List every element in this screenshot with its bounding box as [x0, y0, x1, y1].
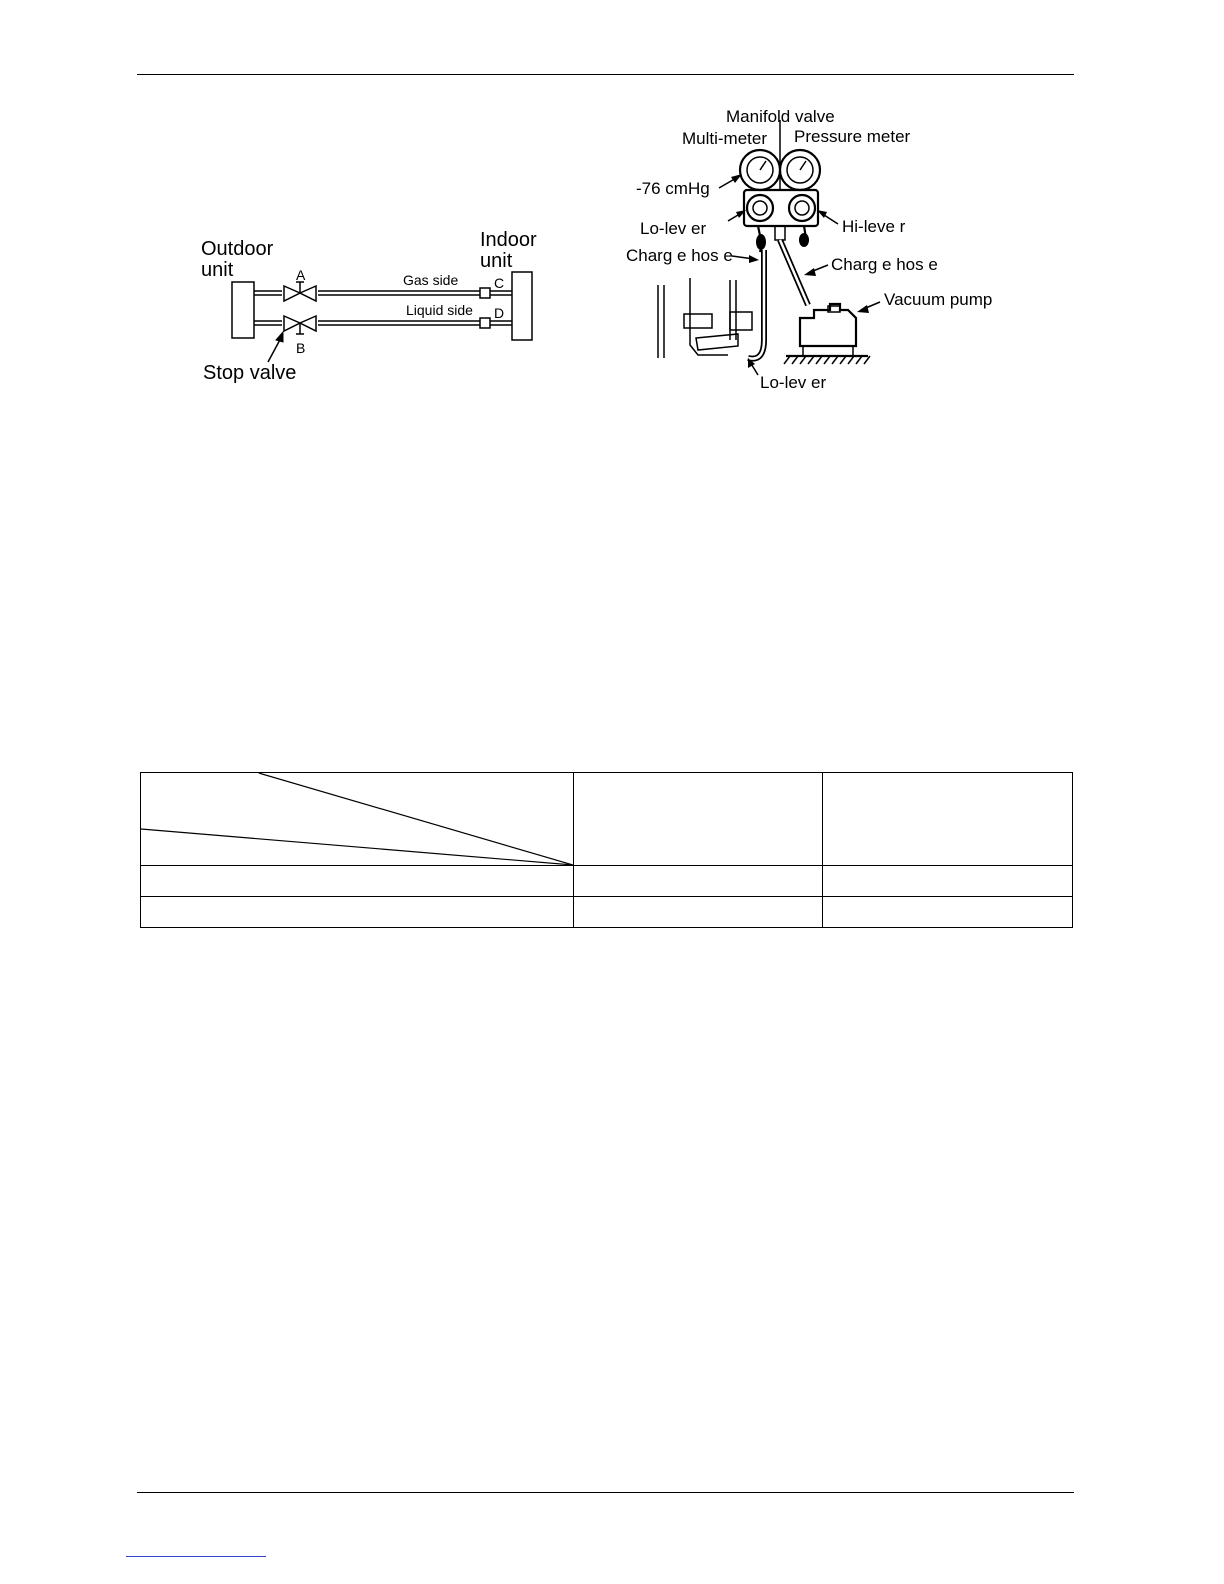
spec-table-wrapper: [140, 772, 1072, 928]
lo-lever-label: Lo-lev er: [640, 219, 707, 238]
hi-lever-label: Hi-leve r: [842, 217, 906, 236]
liquid-pipe: [254, 321, 512, 325]
table-header-cell: [574, 773, 823, 866]
vacuum-pump-icon: [784, 304, 870, 364]
pressure-meter-label: Pressure meter: [794, 127, 911, 146]
footer-link-underline[interactable]: [126, 1556, 266, 1557]
table-header-diagonal-cell: [141, 773, 574, 866]
table-row: [141, 866, 1073, 897]
lo-lever-bottom-label: Lo-lev er: [760, 373, 827, 392]
table-header-cell: [823, 773, 1073, 866]
port-c-label: C: [494, 275, 505, 291]
gas-side-label: Gas side: [403, 272, 459, 288]
indoor-unit-label: Indoor: [480, 229, 537, 251]
hi-lever-handle-icon: [799, 226, 809, 247]
table-cell: [823, 897, 1073, 928]
outdoor-unit-box: [232, 282, 254, 338]
piping-diagram: [190, 222, 550, 392]
diagonal-split-lines: [141, 773, 573, 865]
lo-lever-handle-icon: [756, 226, 766, 252]
table-cell: [141, 897, 574, 928]
charge-hose-right-label: Charg e hos e: [831, 255, 938, 274]
multi-meter-gauge-icon: [740, 150, 780, 190]
charge-hose-left-label: Charg e hos e: [626, 246, 733, 265]
table-row: [141, 897, 1073, 928]
stop-valve-label: Stop valve: [203, 362, 297, 384]
pressure-meter-gauge-icon: [780, 150, 820, 190]
outdoor-unit-label-2: unit: [201, 259, 234, 281]
charge-hose-left-icon: [748, 250, 764, 359]
port-d-label: D: [494, 305, 505, 321]
valve-a-label: A: [296, 267, 306, 283]
liquid-side-label: Liquid side: [406, 302, 473, 318]
table-cell: [574, 866, 823, 897]
manifold-diagram: [618, 100, 1018, 400]
port-c-icon: [480, 288, 490, 298]
footer-rule: [137, 1492, 1074, 1493]
indoor-unit-box: [512, 272, 532, 340]
port-d-icon: [480, 318, 490, 328]
valve-b-label: B: [296, 340, 306, 356]
manifold-valve-label: Manifold valve: [726, 107, 835, 126]
table-cell: [823, 866, 1073, 897]
table-header-row: [141, 773, 1073, 866]
vacuum-pump-label: Vacuum pump: [884, 290, 993, 309]
header-rule: [137, 74, 1074, 75]
outdoor-unit-label: Outdoor: [201, 238, 274, 260]
gas-pipe: [254, 291, 512, 295]
center-port-icon: [775, 226, 785, 240]
indoor-unit-label-2: unit: [480, 250, 513, 272]
table-cell: [574, 897, 823, 928]
stop-valve-arrow: [268, 332, 283, 362]
spec-table: [140, 772, 1073, 928]
vacuum-reading-label: -76 cmHg: [636, 179, 710, 198]
table-cell: [141, 866, 574, 897]
stop-valve-a-icon: [284, 282, 316, 301]
charge-hose-right-icon: [780, 240, 808, 305]
multi-meter-label: Multi-meter: [682, 129, 768, 148]
stop-valve-b-icon: [284, 316, 316, 334]
outdoor-unit-panel: [658, 278, 752, 358]
